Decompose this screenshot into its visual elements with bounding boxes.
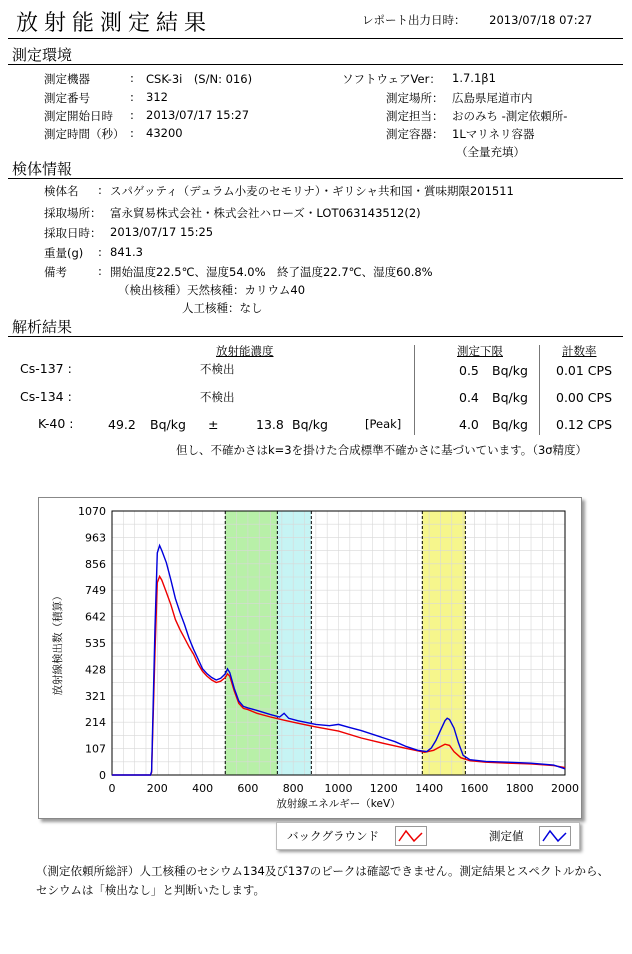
err-k40: 13.8 (256, 417, 284, 432)
limit-unit-cs137: Bq/kg (492, 363, 528, 378)
col-concentration: 放射能濃度 (216, 344, 274, 358)
comment-text: （測定依頼所総評）人工核種のセシウム134及び137のピークは確認できません。測定結果とスペクトルから、セシウムは「検出なし」と判断いたします。 (36, 864, 610, 897)
y-tick-label: 0 (99, 769, 106, 782)
limit-cs134: 0.4 (459, 390, 479, 405)
device-value: CSK-3i (S/N: 016) (146, 72, 253, 86)
spectrum-chart (39, 498, 581, 818)
device-label: 測定機器 (44, 72, 90, 86)
y-tick-label: 214 (85, 716, 106, 730)
spectrum-chart-frame (38, 497, 582, 819)
time-value: 43200 (146, 126, 183, 140)
report-datetime (362, 12, 592, 28)
container-value: 1Lマリネリ容器 (452, 127, 535, 141)
x-tick-label: 2000 (551, 782, 579, 795)
y-tick-label: 749 (85, 584, 106, 598)
environment-heading: 測定環境 (12, 46, 73, 64)
y-tick-label: 428 (85, 663, 106, 677)
colon: : (130, 71, 134, 85)
x-tick-label: 1400 (415, 782, 444, 795)
unit-k40: Bq/kg (150, 417, 186, 432)
place-label: 測定場所： (386, 91, 444, 105)
limit-k40: 4.0 (459, 417, 479, 432)
col-lower-limit: 測定下限 (457, 344, 503, 358)
x-tick-label: 1000 (324, 782, 353, 795)
result-cs134: 不検出 (200, 390, 235, 404)
col-count-rate: 計数率 (562, 344, 597, 358)
y-tick-label: 963 (85, 531, 106, 545)
place-value: 広島県尾道市内 (452, 91, 533, 105)
y-tick-label: 1070 (78, 505, 106, 518)
pm-k40: ± (208, 417, 219, 432)
legend-measured-swatch (539, 826, 571, 846)
sample-date-label: 採取日時： (44, 226, 102, 240)
sample-place-label: 採取場所： (44, 206, 102, 220)
number-value: 312 (146, 90, 168, 104)
x-tick-label: 400 (192, 782, 214, 795)
start-value: 2013/07/17 15:27 (146, 108, 250, 122)
colon: : (98, 245, 102, 259)
note-line-2: （検出核種）天然核種：カリウム40 (118, 283, 306, 297)
x-axis-label: 放射線エネルギー（keV） (276, 798, 401, 810)
report-label: レポート出力日時： (362, 13, 466, 27)
weight-label: 重量(g) (44, 246, 84, 260)
weight-value: 841.3 (110, 245, 143, 259)
column-divider (414, 345, 415, 435)
sample-divider (8, 178, 623, 179)
environment-divider (8, 64, 623, 65)
chart-legend (276, 822, 580, 850)
sample-name-value: スパゲッティ（デュラム小麦のセモリナ）・ギリシャ共和国・賞味期限201511 (110, 184, 514, 198)
x-tick-label: 1200 (369, 782, 398, 795)
legend-measured-label: 測定値 (489, 829, 524, 843)
colon: : (98, 183, 102, 197)
footnote: 但し、不確かさはk=3を掛けた合成標準不確かさに基づいています。（3σ精度） (176, 443, 588, 457)
x-tick-label: 800 (282, 782, 304, 795)
legend-background-swatch (395, 826, 427, 846)
container-note: （全量充填） (456, 145, 525, 159)
person-value: おのみち -測定依頼所- (452, 109, 568, 123)
number-label: 測定番号 (44, 91, 90, 105)
software-label: ソフトウェアVer： (342, 72, 441, 86)
colon: : (130, 108, 134, 122)
person-label: 測定担当： (386, 109, 444, 123)
note-label: 備考 (44, 265, 67, 279)
red-line-icon (396, 827, 426, 845)
start-label: 測定開始日時 (44, 109, 113, 123)
software-value: 1.7.1β1 (452, 71, 496, 85)
sample-heading: 検体情報 (12, 160, 73, 178)
colon: : (98, 264, 102, 278)
x-tick-label: 600 (237, 782, 259, 795)
analysis-heading: 解析結果 (12, 318, 73, 336)
limit-cs137: 0.5 (459, 363, 479, 378)
column-divider (539, 345, 540, 435)
legend-background-label: バックグラウンド (287, 829, 379, 843)
rate-cs134: 0.00 CPS (556, 390, 613, 405)
y-axis-label: 放射線検出数（積算） (52, 590, 64, 696)
note-line-1: 開始温度22.5℃、湿度54.0% 終了温度22.7℃、湿度60.8% (110, 265, 433, 279)
nuclide-cs134: Cs-134 : (20, 389, 72, 404)
sample-date-value: 2013/07/17 15:25 (110, 225, 214, 239)
err-unit-k40: Bq/kg (292, 417, 328, 432)
sample-place-value: 富永貿易株式会社・株式会社ハローズ・LOT063143512(2) (110, 206, 421, 220)
rate-k40: 0.12 CPS (556, 417, 613, 432)
limit-unit-k40: Bq/kg (492, 417, 528, 432)
nuclide-cs137: Cs-137 : (20, 361, 72, 376)
y-tick-label: 321 (85, 689, 106, 703)
y-tick-label: 642 (85, 610, 106, 624)
limit-unit-cs134: Bq/kg (492, 390, 528, 405)
value-k40: 49.2 (108, 417, 136, 432)
x-tick-label: 200 (146, 782, 168, 795)
x-tick-label: 0 (108, 782, 116, 795)
page-title: 放射能測定結果 (16, 11, 213, 36)
report-value: 2013/07/18 07:27 (489, 13, 593, 27)
container-label: 測定容器： (386, 127, 444, 141)
colon: : (130, 90, 134, 104)
rate-cs137: 0.01 CPS (556, 363, 613, 378)
x-tick-label: 1600 (460, 782, 489, 795)
y-tick-label: 856 (85, 557, 106, 571)
time-label: 測定時間（秒） (44, 127, 125, 141)
colon: : (130, 126, 134, 140)
y-tick-label: 107 (85, 742, 106, 756)
nuclide-k40: K-40 : (38, 416, 74, 431)
tag-k40: [Peak] (365, 417, 402, 431)
analysis-divider (8, 336, 623, 337)
note-line-3: 人工核種：なし (182, 301, 263, 315)
sample-name-label: 検体名 (44, 184, 79, 198)
result-cs137: 不検出 (200, 362, 235, 376)
x-tick-label: 1800 (505, 782, 534, 795)
y-tick-label: 535 (85, 637, 106, 650)
title-divider (8, 38, 623, 39)
blue-line-icon (540, 827, 570, 845)
